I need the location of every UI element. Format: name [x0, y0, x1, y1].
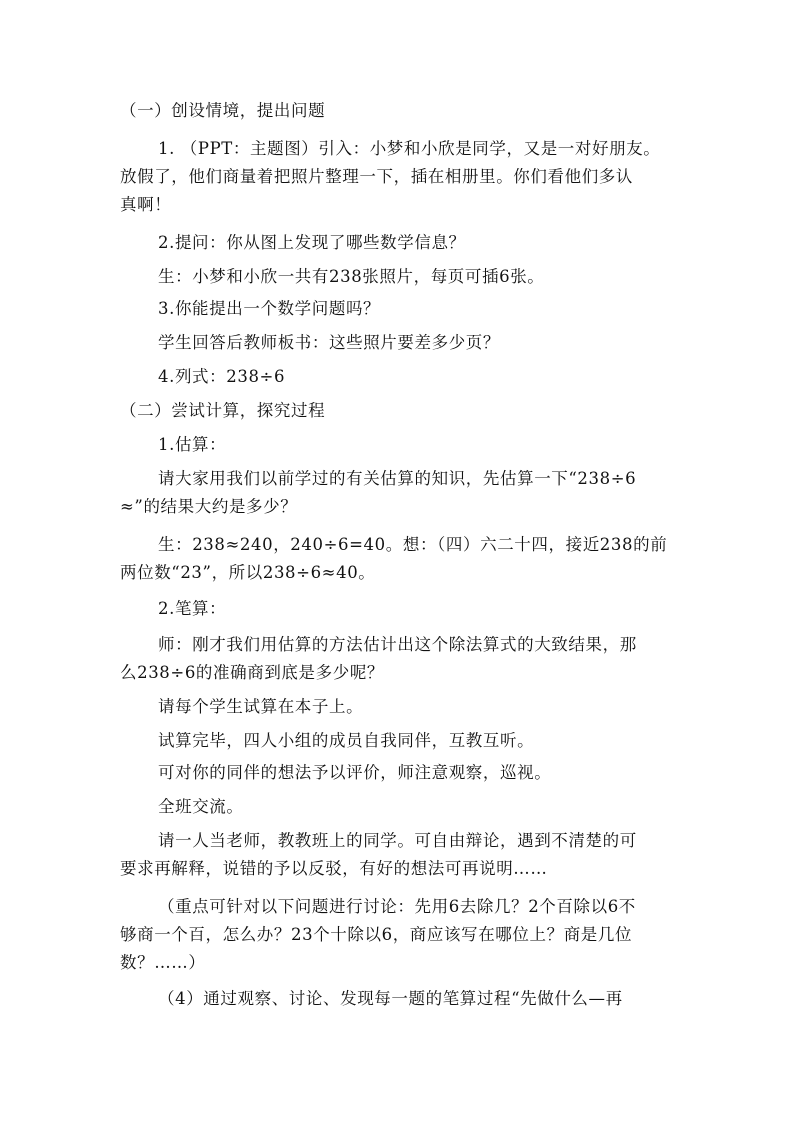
paragraph-line: 2.笔算：: [158, 599, 227, 618]
paragraph-line: 要求再解释，说错的予以反驳，有好的想法可再说明……: [120, 859, 548, 878]
paragraph-line: 试算完毕，四人小组的成员自我同伴，互教互听。: [158, 731, 535, 750]
paragraph-line: 2.提问：你从图上发现了哪些数学信息？: [158, 233, 466, 252]
paragraph-line: 生：238≈240，240÷6=40。想：（四）六二十四，接近238的前: [158, 535, 668, 554]
paragraph-line: 可对你的同伴的想法予以评价，师注意观察，巡视。: [158, 763, 552, 782]
paragraph-line: （4）通过观察、讨论、发现每一题的笔算过程“先做什么—再: [158, 989, 623, 1008]
paragraph-line: 全班交流。: [158, 797, 244, 816]
paragraph-line: （重点可针对以下问题进行讨论：先用6去除几？2个百除以6不: [158, 897, 636, 916]
paragraph-line: 数？……）: [120, 953, 206, 972]
paragraph-line: 生：小梦和小欣一共有238张照片，每页可插6张。: [158, 267, 545, 286]
section-heading-1: （一）创设情境，提出问题: [120, 101, 326, 120]
paragraph-line: 3.你能提出一个数学问题吗？: [158, 299, 381, 318]
paragraph-line: ≈”的结果大约是多少？: [120, 497, 298, 516]
section-heading-2: （二）尝试计算，探究过程: [120, 401, 326, 420]
paragraph-line: 1.估算：: [158, 435, 227, 454]
paragraph-line: 两位数“23”，所以238÷6≈40。: [120, 563, 376, 582]
paragraph-line: 放假了，他们商量着把照片整理一下，插在相册里。你们看他们多认: [120, 167, 633, 186]
paragraph-line: 么238÷6的准确商到底是多少呢？: [120, 663, 385, 682]
paragraph-line: 请一人当老师，教教班上的同学。可自由辩论，遇到不清楚的可: [158, 831, 637, 850]
paragraph-line: 真啊！: [120, 195, 172, 214]
paragraph-line: 请每个学生试算在本子上。: [158, 697, 364, 716]
paragraph-line: 1. （PPT：主题图）引入：小梦和小欣是同学，又是一对好朋友。: [158, 139, 661, 158]
paragraph-line: 4.列式：238÷6: [158, 367, 286, 386]
paragraph-line: 学生回答后教师板书：这些照片要差多少页？: [158, 333, 500, 352]
paragraph-line: 请大家用我们以前学过的有关估算的知识，先估算一下“238÷6: [158, 469, 637, 488]
paragraph-line: 师：刚才我们用估算的方法估计出这个除法算式的大致结果，那: [158, 635, 637, 654]
paragraph-line: 够商一个百，怎么办？23个十除以6，商应该写在哪位上？商是几位: [120, 925, 633, 944]
